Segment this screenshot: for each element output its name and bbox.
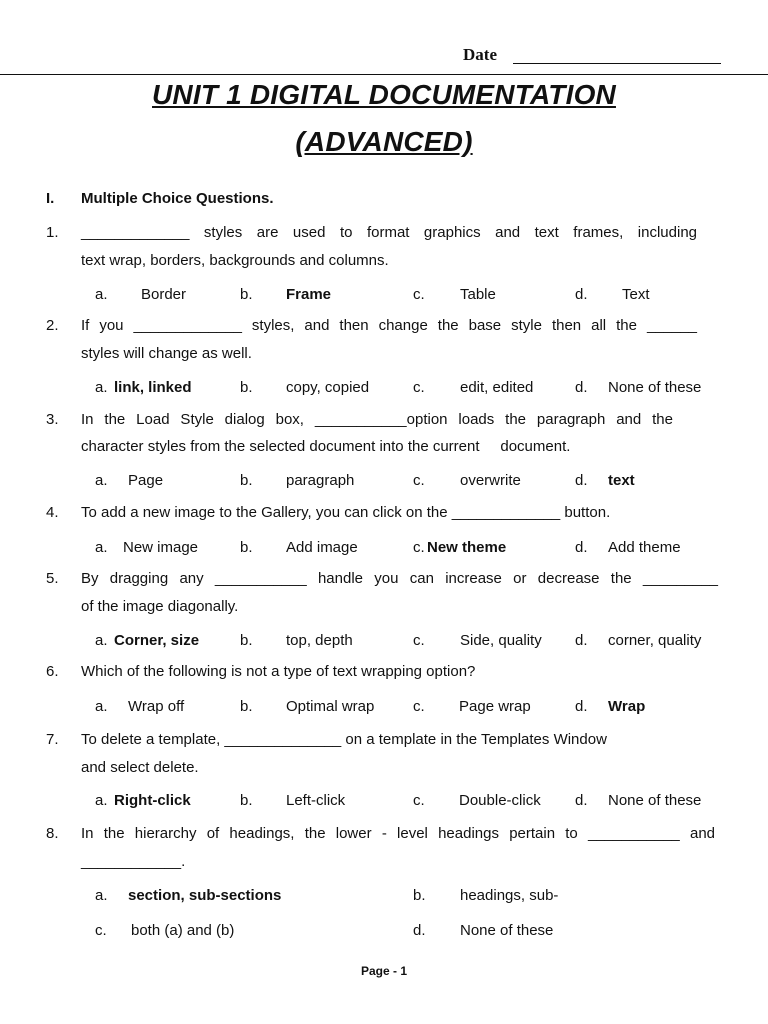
option-label: b. xyxy=(240,286,253,303)
option-label: c. xyxy=(413,472,425,489)
option-text: Table xyxy=(460,286,496,303)
option-text: None of these xyxy=(608,792,702,809)
option-label: b. xyxy=(240,472,253,489)
option-text: corner, quality xyxy=(608,632,702,649)
date-label: Date xyxy=(463,45,497,64)
page-number: Page - 1 xyxy=(360,964,408,978)
option-text: Optimal wrap xyxy=(286,698,375,715)
option-label: d. xyxy=(575,792,588,809)
question-number: 8. xyxy=(46,825,59,842)
option-text: link, linked xyxy=(114,379,192,396)
question-number: 1. xyxy=(46,224,59,241)
option-label: a. xyxy=(95,539,108,556)
option-text: Text xyxy=(622,286,650,303)
question-number: 2. xyxy=(46,317,59,334)
option-text: Page xyxy=(128,472,164,489)
option-text: paragraph xyxy=(286,472,355,489)
header-rule xyxy=(0,74,768,75)
option-text: copy, copied xyxy=(286,379,370,396)
question-text: Which of the following is not a type of text wrapping option? xyxy=(81,663,476,680)
option-label: a. xyxy=(95,792,108,809)
page-subtitle: (ADVANCED) xyxy=(295,126,473,157)
option-label: a. xyxy=(95,472,108,489)
option-label: c. xyxy=(413,698,425,715)
option-label: a. xyxy=(95,286,108,303)
option-label: d. xyxy=(413,922,426,939)
option-label: b. xyxy=(240,379,253,396)
option-text: Double-click xyxy=(459,792,541,809)
option-label: b. xyxy=(240,792,253,809)
option-text: Add image xyxy=(286,539,358,556)
question-text: text wrap, borders, backgrounds and columns. xyxy=(81,252,389,269)
question-text: and select delete. xyxy=(81,759,199,776)
option-text: New theme xyxy=(427,539,507,556)
section-title: Multiple Choice Questions. xyxy=(81,190,274,207)
option-text: section, sub-sections xyxy=(128,887,282,904)
question-text: styles will change as well. xyxy=(81,345,252,362)
option-text: Border xyxy=(141,286,187,303)
option-text: Page wrap xyxy=(459,698,531,715)
option-label: b. xyxy=(240,632,253,649)
option-label: c. xyxy=(413,792,425,809)
option-label: d. xyxy=(575,286,588,303)
question-text: of the image diagonally. xyxy=(81,598,239,615)
question-number: 3. xyxy=(46,411,59,428)
option-text: top, depth xyxy=(286,632,353,649)
option-text: Wrap off xyxy=(128,698,185,715)
option-label: d. xyxy=(575,539,588,556)
question-text: character styles from the selected document into the current document. xyxy=(81,438,571,455)
option-label: b. xyxy=(240,539,253,556)
option-label: a. xyxy=(95,632,108,649)
option-label: d. xyxy=(575,472,588,489)
option-text: Add theme xyxy=(608,539,681,556)
option-text: None of these xyxy=(460,922,554,939)
option-text: Corner, size xyxy=(114,632,200,649)
question-number: 4. xyxy=(46,504,59,521)
question-text: By dragging any ___________ handle you can increase or decrease the _________ xyxy=(81,570,718,587)
option-label: c. xyxy=(413,539,425,556)
option-label: d. xyxy=(575,632,588,649)
section-number: I. xyxy=(46,190,55,207)
option-text: None of these xyxy=(608,379,702,396)
option-text: headings, sub- xyxy=(460,887,559,904)
option-text: Left-click xyxy=(286,792,346,809)
option-label: d. xyxy=(575,698,588,715)
option-text: New image xyxy=(123,539,199,556)
option-text: edit, edited xyxy=(460,379,534,396)
option-text: Right-click xyxy=(114,792,191,809)
option-text: text xyxy=(608,472,635,489)
option-label: d. xyxy=(575,379,588,396)
question-number: 7. xyxy=(46,731,59,748)
option-text: Side, quality xyxy=(460,632,542,649)
option-text: both (a) and (b) xyxy=(131,922,235,939)
date-blank-line xyxy=(513,63,721,64)
question-text: In the hierarchy of headings, the lower - level headings pertain to ___________ and xyxy=(81,825,715,842)
option-text: Frame xyxy=(286,286,332,303)
option-label: a. xyxy=(95,698,108,715)
option-label: c. xyxy=(413,632,425,649)
question-number: 6. xyxy=(46,663,59,680)
option-label: a. xyxy=(95,379,108,396)
question-text: In the Load Style dialog box, ___________option loads the paragraph and the xyxy=(81,411,673,428)
option-text: overwrite xyxy=(460,472,521,489)
option-label: b. xyxy=(413,887,426,904)
option-label: b. xyxy=(240,698,253,715)
option-label: a. xyxy=(95,887,108,904)
option-text: Wrap xyxy=(608,698,646,715)
option-label: c. xyxy=(95,922,107,939)
page-title: UNIT 1 DIGITAL DOCUMENTATION xyxy=(152,79,616,110)
question-text: ____________. xyxy=(81,853,186,870)
question-text: To add a new image to the Gallery, you can click on the _____________ button. xyxy=(81,504,611,521)
option-label: c. xyxy=(413,286,425,303)
question-number: 5. xyxy=(46,570,59,587)
question-text: To delete a template, ______________ on a template in the Templates Window xyxy=(81,731,607,748)
question-text: If you _____________ styles, and then change the base style then all the ______ xyxy=(81,317,697,334)
question-text: _____________ styles are used to format graphics and text frames, including xyxy=(81,224,697,241)
option-label: c. xyxy=(413,379,425,396)
